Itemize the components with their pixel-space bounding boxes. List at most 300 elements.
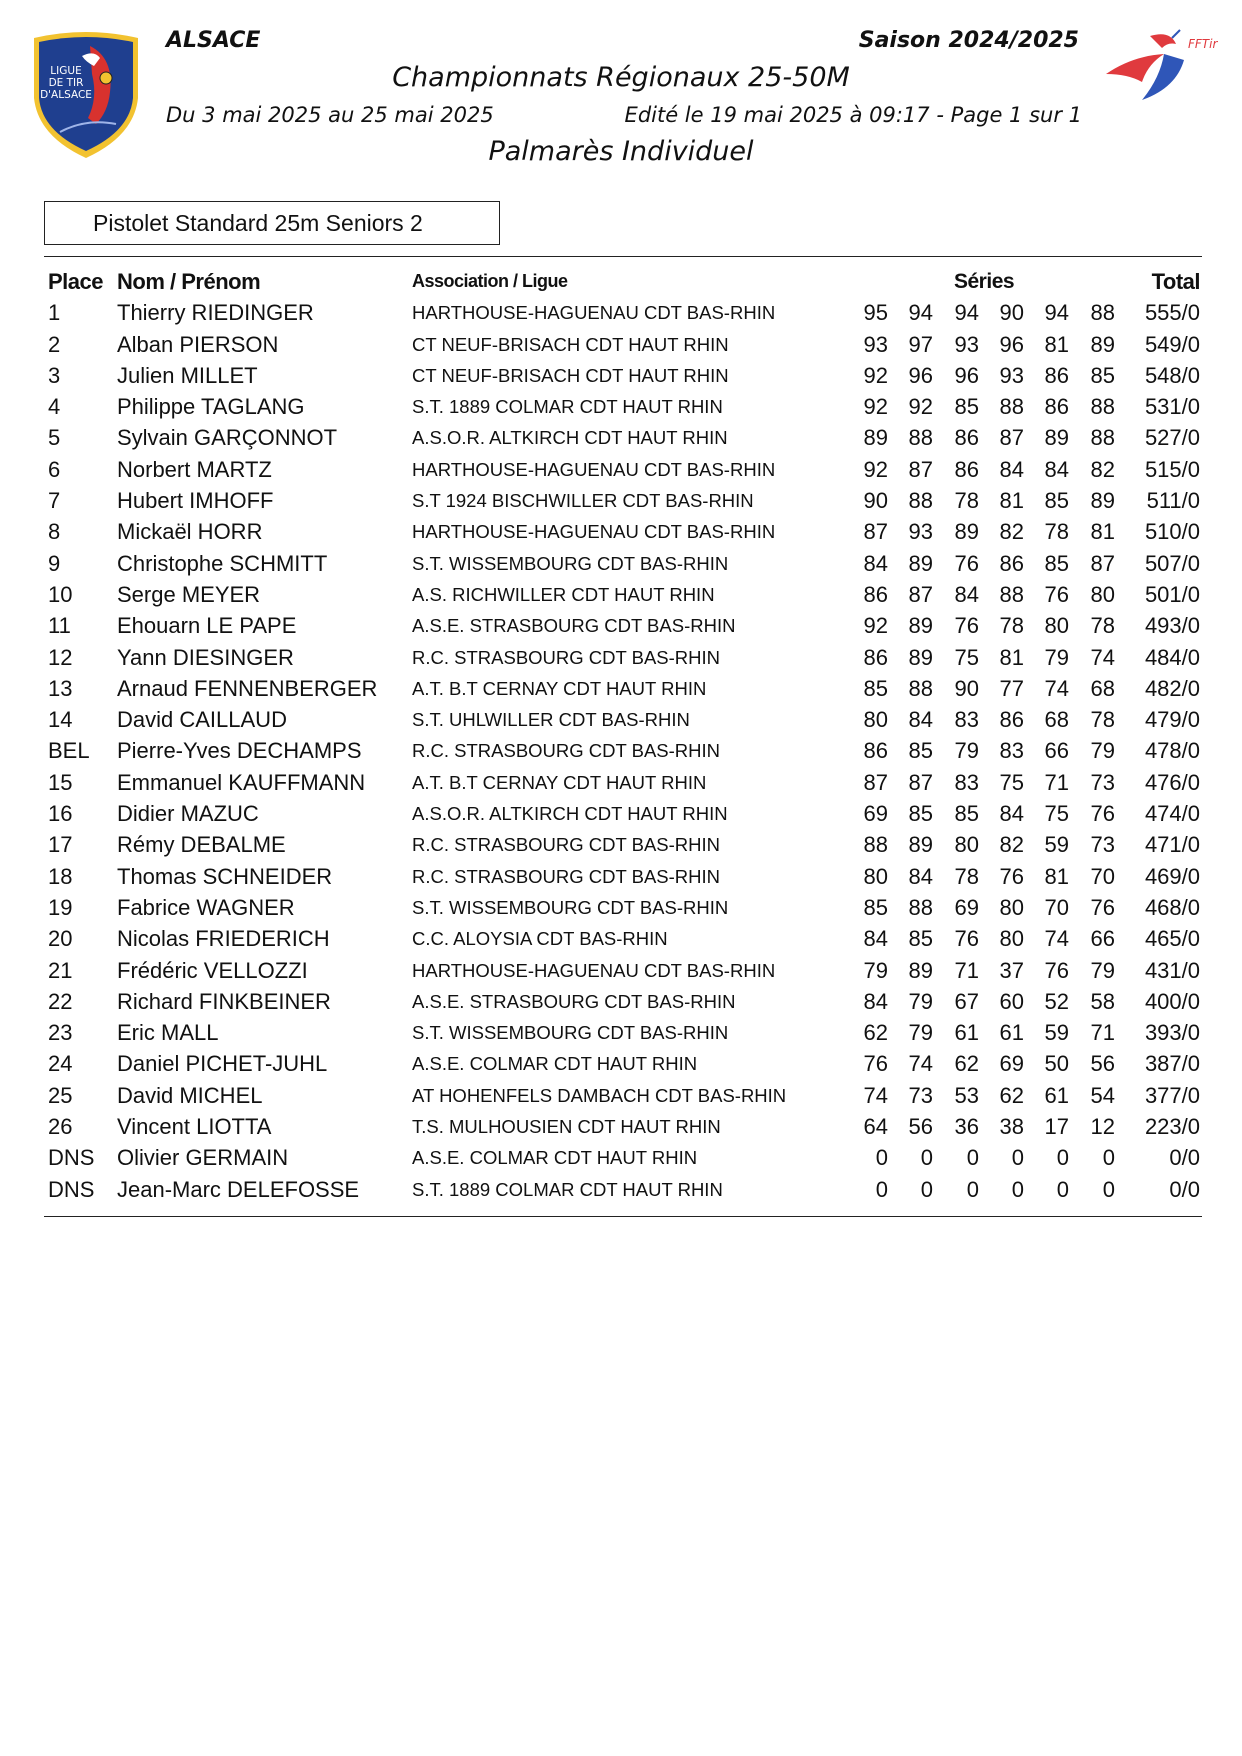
table-row [0,610,1242,641]
place-cell: 1 [48,300,61,326]
series-2-cell: 87 [908,769,933,795]
association-cell: HARTHOUSE-HAGUENAU CDT BAS-RHIN [412,959,776,981]
series-6-cell: 78 [1090,707,1115,733]
place-cell: DNS [48,1176,95,1202]
series-3-cell: 78 [954,488,979,514]
name-cell: Olivier GERMAIN [117,1145,289,1171]
series-5-cell: 81 [1044,863,1069,889]
series-2-cell: 89 [908,550,933,576]
table-top-rule [44,256,1202,257]
total-cell: 0/0 [1169,1145,1200,1171]
association-cell: AT HOHENFELS DAMBACH CDT BAS-RHIN [412,1084,787,1106]
series-1-cell: 93 [863,331,888,357]
series-2-cell: 0 [920,1145,933,1171]
series-3-cell: 75 [954,644,979,670]
series-4-cell: 80 [999,894,1024,920]
table-row [0,454,1242,485]
series-1-cell: 79 [863,957,888,983]
series-3-cell: 0 [966,1145,979,1171]
total-cell: 0/0 [1169,1176,1200,1202]
place-cell: 10 [48,581,73,607]
series-5-cell: 81 [1044,331,1069,357]
series-3-cell: 86 [954,456,979,482]
series-6-cell: 0 [1102,1145,1115,1171]
total-cell: 510/0 [1144,519,1200,545]
series-4-cell: 0 [1011,1176,1024,1202]
place-cell: DNS [48,1145,95,1171]
results-table [0,266,1242,1205]
association-cell: A.S. RICHWILLER CDT HAUT RHIN [412,583,715,605]
document-subtitle: Palmarès Individuel [488,136,754,167]
series-2-cell: 85 [908,926,933,952]
series-1-cell: 76 [863,1051,888,1077]
name-cell: Yann DIESINGER [117,644,294,670]
table-row [0,798,1242,829]
series-6-cell: 68 [1090,675,1115,701]
series-4-cell: 80 [999,926,1024,952]
series-2-cell: 97 [908,331,933,357]
series-3-cell: 86 [954,425,979,451]
total-cell: 478/0 [1144,738,1200,764]
name-cell: Mickaël HORR [117,519,263,545]
series-3-cell: 96 [954,362,979,388]
series-1-cell: 92 [863,362,888,388]
series-5-cell: 89 [1044,425,1069,451]
total-cell: 465/0 [1144,926,1200,952]
series-6-cell: 78 [1090,613,1115,639]
series-3-cell: 79 [954,738,979,764]
name-cell: Daniel PICHET-JUHL [117,1051,328,1077]
series-5-cell: 86 [1044,362,1069,388]
association-cell: R.C. STRASBOURG CDT BAS-RHIN [412,740,721,762]
name-cell: Fabrice WAGNER [117,894,295,920]
series-3-cell: 61 [954,1020,979,1046]
series-5-cell: 85 [1044,550,1069,576]
series-5-cell: 0 [1056,1145,1069,1171]
place-cell: BEL [48,738,90,764]
series-2-cell: 88 [908,488,933,514]
table-row [0,360,1242,391]
total-cell: 393/0 [1144,1020,1200,1046]
series-5-cell: 17 [1044,1114,1069,1140]
series-4-cell: 61 [999,1020,1024,1046]
name-cell: Christophe SCHMITT [117,550,328,576]
header-place: Place [48,269,103,294]
series-5-cell: 86 [1044,394,1069,420]
series-6-cell: 79 [1090,957,1115,983]
series-1-cell: 84 [863,926,888,952]
place-cell: 17 [48,832,73,858]
association-cell: R.C. STRASBOURG CDT BAS-RHIN [412,865,721,887]
series-4-cell: 83 [999,738,1024,764]
series-4-cell: 0 [1011,1145,1024,1171]
total-cell: 479/0 [1144,707,1200,733]
table-row [0,1080,1242,1111]
table-row [0,955,1242,986]
series-1-cell: 86 [863,581,888,607]
total-cell: 474/0 [1144,801,1200,827]
association-cell: A.S.O.R. ALTKIRCH CDT HAUT RHIN [412,803,728,825]
series-1-cell: 90 [863,488,888,514]
series-5-cell: 84 [1044,456,1069,482]
series-4-cell: 75 [999,769,1024,795]
series-5-cell: 80 [1044,613,1069,639]
category-label: Pistolet Standard 25m Seniors 2 [93,209,423,236]
table-row [0,485,1242,516]
series-5-cell: 66 [1044,738,1069,764]
name-cell: Norbert MARTZ [117,456,272,482]
series-1-cell: 87 [863,519,888,545]
association-cell: T.S. MULHOUSIEN CDT HAUT RHIN [412,1116,721,1138]
series-5-cell: 74 [1044,675,1069,701]
series-2-cell: 73 [908,1082,933,1108]
series-1-cell: 0 [875,1176,888,1202]
place-cell: 15 [48,769,73,795]
series-3-cell: 76 [954,926,979,952]
total-cell: 484/0 [1144,644,1200,670]
edition-info: Edité le 19 mai 2025 à 09:17 - Page 1 sur 1 [624,103,1082,127]
series-5-cell: 74 [1044,926,1069,952]
table-row [0,767,1242,798]
total-cell: 468/0 [1144,894,1200,920]
series-5-cell: 70 [1044,894,1069,920]
series-3-cell: 83 [954,707,979,733]
place-cell: 9 [48,550,61,576]
header-name: Nom / Prénom [117,269,261,294]
series-3-cell: 53 [954,1082,979,1108]
header-series: Séries [954,270,1015,293]
series-6-cell: 12 [1090,1114,1115,1140]
association-cell: CT NEUF-BRISACH CDT HAUT RHIN [412,364,729,386]
series-3-cell: 83 [954,769,979,795]
series-5-cell: 94 [1044,300,1069,326]
place-cell: 5 [48,425,61,451]
series-3-cell: 67 [954,988,979,1014]
total-cell: 223/0 [1144,1114,1200,1140]
series-6-cell: 88 [1090,300,1115,326]
series-2-cell: 84 [908,863,933,889]
series-5-cell: 59 [1044,1020,1069,1046]
table-row [0,923,1242,954]
name-cell: David MICHEL [117,1082,263,1108]
total-cell: 482/0 [1144,675,1200,701]
table-row [0,861,1242,892]
association-cell: A.T. B.T CERNAY CDT HAUT RHIN [412,771,707,793]
association-cell: A.S.O.R. ALTKIRCH CDT HAUT RHIN [412,427,728,449]
name-cell: Alban PIERSON [117,331,279,357]
table-row [0,892,1242,923]
series-6-cell: 89 [1090,488,1115,514]
series-3-cell: 80 [954,832,979,858]
series-6-cell: 88 [1090,394,1115,420]
series-4-cell: 76 [999,863,1024,889]
series-3-cell: 36 [954,1114,979,1140]
series-2-cell: 88 [908,425,933,451]
total-cell: 377/0 [1144,1082,1200,1108]
table-row [0,297,1242,328]
series-6-cell: 56 [1090,1051,1115,1077]
header-association: Association / Ligue [412,271,568,291]
series-3-cell: 85 [954,801,979,827]
place-cell: 21 [48,957,73,983]
series-3-cell: 90 [954,675,979,701]
series-3-cell: 89 [954,519,979,545]
association-cell: S.T. WISSEMBOURG CDT BAS-RHIN [412,896,729,918]
series-1-cell: 88 [863,832,888,858]
total-cell: 549/0 [1144,331,1200,357]
name-cell: Thierry RIEDINGER [117,300,314,326]
name-cell: Serge MEYER [117,581,261,607]
association-cell: A.S.E. STRASBOURG CDT BAS-RHIN [412,990,736,1012]
series-4-cell: 90 [999,300,1024,326]
series-2-cell: 79 [908,1020,933,1046]
series-1-cell: 87 [863,769,888,795]
association-cell: A.T. B.T CERNAY CDT HAUT RHIN [412,677,707,699]
association-cell: R.C. STRASBOURG CDT BAS-RHIN [412,646,721,668]
series-4-cell: 81 [999,644,1024,670]
series-5-cell: 52 [1044,988,1069,1014]
table-row [0,579,1242,610]
series-1-cell: 86 [863,644,888,670]
series-1-cell: 86 [863,738,888,764]
name-cell: Pierre-Yves DECHAMPS [117,738,362,764]
place-cell: 23 [48,1020,73,1046]
association-cell: S.T. UHLWILLER CDT BAS-RHIN [412,709,690,731]
total-cell: 431/0 [1144,957,1200,983]
series-5-cell: 71 [1044,769,1069,795]
place-cell: 11 [48,613,71,639]
table-row [0,422,1242,453]
logo-text-2: DE TIR [48,77,84,89]
table-bottom-rule [44,1216,1202,1217]
series-2-cell: 92 [908,394,933,420]
place-cell: 20 [48,926,73,952]
place-cell: 13 [48,675,73,701]
document-title: Championnats Régionaux 25-50M [392,62,850,93]
association-cell: S.T 1924 BISCHWILLER CDT BAS-RHIN [412,490,754,512]
series-3-cell: 93 [954,331,979,357]
series-4-cell: 84 [999,801,1024,827]
table-row [0,1017,1242,1048]
series-1-cell: 89 [863,425,888,451]
series-4-cell: 82 [999,519,1024,545]
series-4-cell: 86 [999,550,1024,576]
total-cell: 493/0 [1144,613,1200,639]
association-cell: S.T. WISSEMBOURG CDT BAS-RHIN [412,1022,729,1044]
fftir-logo-text: FFTir [1188,37,1218,51]
place-cell: 25 [48,1082,73,1108]
name-cell: Eric MALL [117,1020,219,1046]
association-cell: HARTHOUSE-HAGUENAU CDT BAS-RHIN [412,521,776,543]
logo-text-1: LIGUE [50,65,82,77]
region-label: ALSACE [166,28,261,53]
association-cell: S.T. WISSEMBOURG CDT BAS-RHIN [412,552,729,574]
series-1-cell: 69 [863,801,888,827]
series-6-cell: 81 [1090,519,1115,545]
series-5-cell: 76 [1044,581,1069,607]
name-cell: Philippe TAGLANG [117,394,305,420]
series-3-cell: 62 [954,1051,979,1077]
place-cell: 8 [48,519,61,545]
association-cell: C.C. ALOYSIA CDT BAS-RHIN [412,928,668,950]
association-cell: A.S.E. STRASBOURG CDT BAS-RHIN [412,615,736,637]
series-2-cell: 96 [908,362,933,388]
series-1-cell: 80 [863,707,888,733]
name-cell: Frédéric VELLOZZI [117,957,308,983]
series-3-cell: 0 [966,1176,979,1202]
series-1-cell: 95 [863,300,888,326]
total-cell: 527/0 [1144,425,1200,451]
series-3-cell: 76 [954,550,979,576]
series-5-cell: 75 [1044,801,1069,827]
series-2-cell: 87 [908,581,933,607]
series-5-cell: 85 [1044,488,1069,514]
series-6-cell: 73 [1090,769,1115,795]
name-cell: Rémy DEBALME [117,832,286,858]
association-cell: HARTHOUSE-HAGUENAU CDT BAS-RHIN [412,458,776,480]
series-4-cell: 37 [999,957,1024,983]
place-cell: 12 [48,644,73,670]
name-cell: Didier MAZUC [117,801,259,827]
series-3-cell: 78 [954,863,979,889]
series-5-cell: 50 [1044,1051,1069,1077]
table-row [0,673,1242,704]
series-4-cell: 60 [999,988,1024,1014]
series-1-cell: 64 [863,1114,888,1140]
place-cell: 26 [48,1114,73,1140]
series-3-cell: 85 [954,394,979,420]
series-2-cell: 89 [908,644,933,670]
total-cell: 555/0 [1144,300,1200,326]
series-6-cell: 76 [1090,801,1115,827]
table-body [0,297,1242,1205]
series-4-cell: 82 [999,832,1024,858]
series-6-cell: 80 [1090,581,1115,607]
association-cell: A.S.E. COLMAR CDT HAUT RHIN [412,1147,698,1169]
series-2-cell: 0 [920,1176,933,1202]
series-4-cell: 77 [999,675,1024,701]
total-cell: 507/0 [1144,550,1200,576]
series-1-cell: 92 [863,456,888,482]
total-cell: 511/0 [1146,488,1200,514]
place-cell: 22 [48,988,73,1014]
series-2-cell: 84 [908,707,933,733]
table-row [0,1174,1242,1205]
series-6-cell: 79 [1090,738,1115,764]
series-1-cell: 92 [863,394,888,420]
table-row [0,1111,1242,1142]
series-2-cell: 93 [908,519,933,545]
series-1-cell: 84 [863,550,888,576]
series-5-cell: 78 [1044,519,1069,545]
series-4-cell: 88 [999,394,1024,420]
series-5-cell: 0 [1056,1176,1069,1202]
name-cell: Hubert IMHOFF [117,488,274,514]
total-cell: 400/0 [1144,988,1200,1014]
total-cell: 548/0 [1144,362,1200,388]
total-cell: 531/0 [1144,394,1200,420]
total-cell: 387/0 [1144,1051,1200,1077]
name-cell: Richard FINKBEINER [117,988,331,1014]
series-6-cell: 88 [1090,425,1115,451]
series-6-cell: 74 [1090,644,1115,670]
series-6-cell: 0 [1102,1176,1115,1202]
series-3-cell: 94 [954,300,979,326]
place-cell: 14 [48,707,73,733]
series-3-cell: 84 [954,581,979,607]
table-row [0,548,1242,579]
table-header-row [0,266,1242,297]
series-2-cell: 89 [908,832,933,858]
series-2-cell: 88 [908,675,933,701]
series-6-cell: 54 [1090,1082,1115,1108]
name-cell: Nicolas FRIEDERICH [117,926,330,952]
series-2-cell: 85 [908,801,933,827]
name-cell: Emmanuel KAUFFMANN [117,769,366,795]
name-cell: Thomas SCHNEIDER [117,863,333,889]
series-4-cell: 96 [999,331,1024,357]
name-cell: Julien MILLET [117,362,258,388]
place-cell: 7 [48,488,61,514]
association-cell: S.T. 1889 COLMAR CDT HAUT RHIN [412,396,723,418]
table-row [0,1048,1242,1079]
series-1-cell: 74 [863,1082,888,1108]
table-row [0,1142,1242,1173]
place-cell: 3 [48,362,61,388]
name-cell: Vincent LIOTTA [117,1114,272,1140]
table-row [0,642,1242,673]
series-1-cell: 62 [863,1020,888,1046]
total-cell: 501/0 [1144,581,1200,607]
series-4-cell: 87 [999,425,1024,451]
series-4-cell: 62 [999,1082,1024,1108]
series-6-cell: 66 [1090,926,1115,952]
series-4-cell: 88 [999,581,1024,607]
name-cell: David CAILLAUD [117,707,287,733]
category-box [44,201,500,245]
series-6-cell: 71 [1090,1020,1115,1046]
series-4-cell: 38 [999,1114,1024,1140]
name-cell: Jean-Marc DELEFOSSE [117,1176,360,1202]
table-row [0,829,1242,860]
series-6-cell: 82 [1090,456,1115,482]
place-cell: 6 [48,456,61,482]
series-2-cell: 87 [908,456,933,482]
table-row [0,986,1242,1017]
series-5-cell: 61 [1044,1082,1069,1108]
place-cell: 4 [48,394,61,420]
series-6-cell: 58 [1090,988,1115,1014]
name-cell: Sylvain GARÇONNOT [117,425,338,451]
place-cell: 24 [48,1051,73,1077]
series-5-cell: 79 [1044,644,1069,670]
table-row [0,391,1242,422]
series-1-cell: 85 [863,675,888,701]
series-6-cell: 87 [1090,550,1115,576]
series-1-cell: 0 [875,1145,888,1171]
season-label: Saison 2024/2025 [858,28,1079,53]
series-2-cell: 88 [908,894,933,920]
name-cell: Arnaud FENNENBERGER [117,675,378,701]
association-cell: A.S.E. COLMAR CDT HAUT RHIN [412,1053,698,1075]
series-1-cell: 92 [863,613,888,639]
table-row [0,329,1242,360]
association-cell: R.C. STRASBOURG CDT BAS-RHIN [412,834,721,856]
series-6-cell: 70 [1090,863,1115,889]
series-3-cell: 76 [954,613,979,639]
association-cell: S.T. 1889 COLMAR CDT HAUT RHIN [412,1178,723,1200]
series-6-cell: 85 [1090,362,1115,388]
